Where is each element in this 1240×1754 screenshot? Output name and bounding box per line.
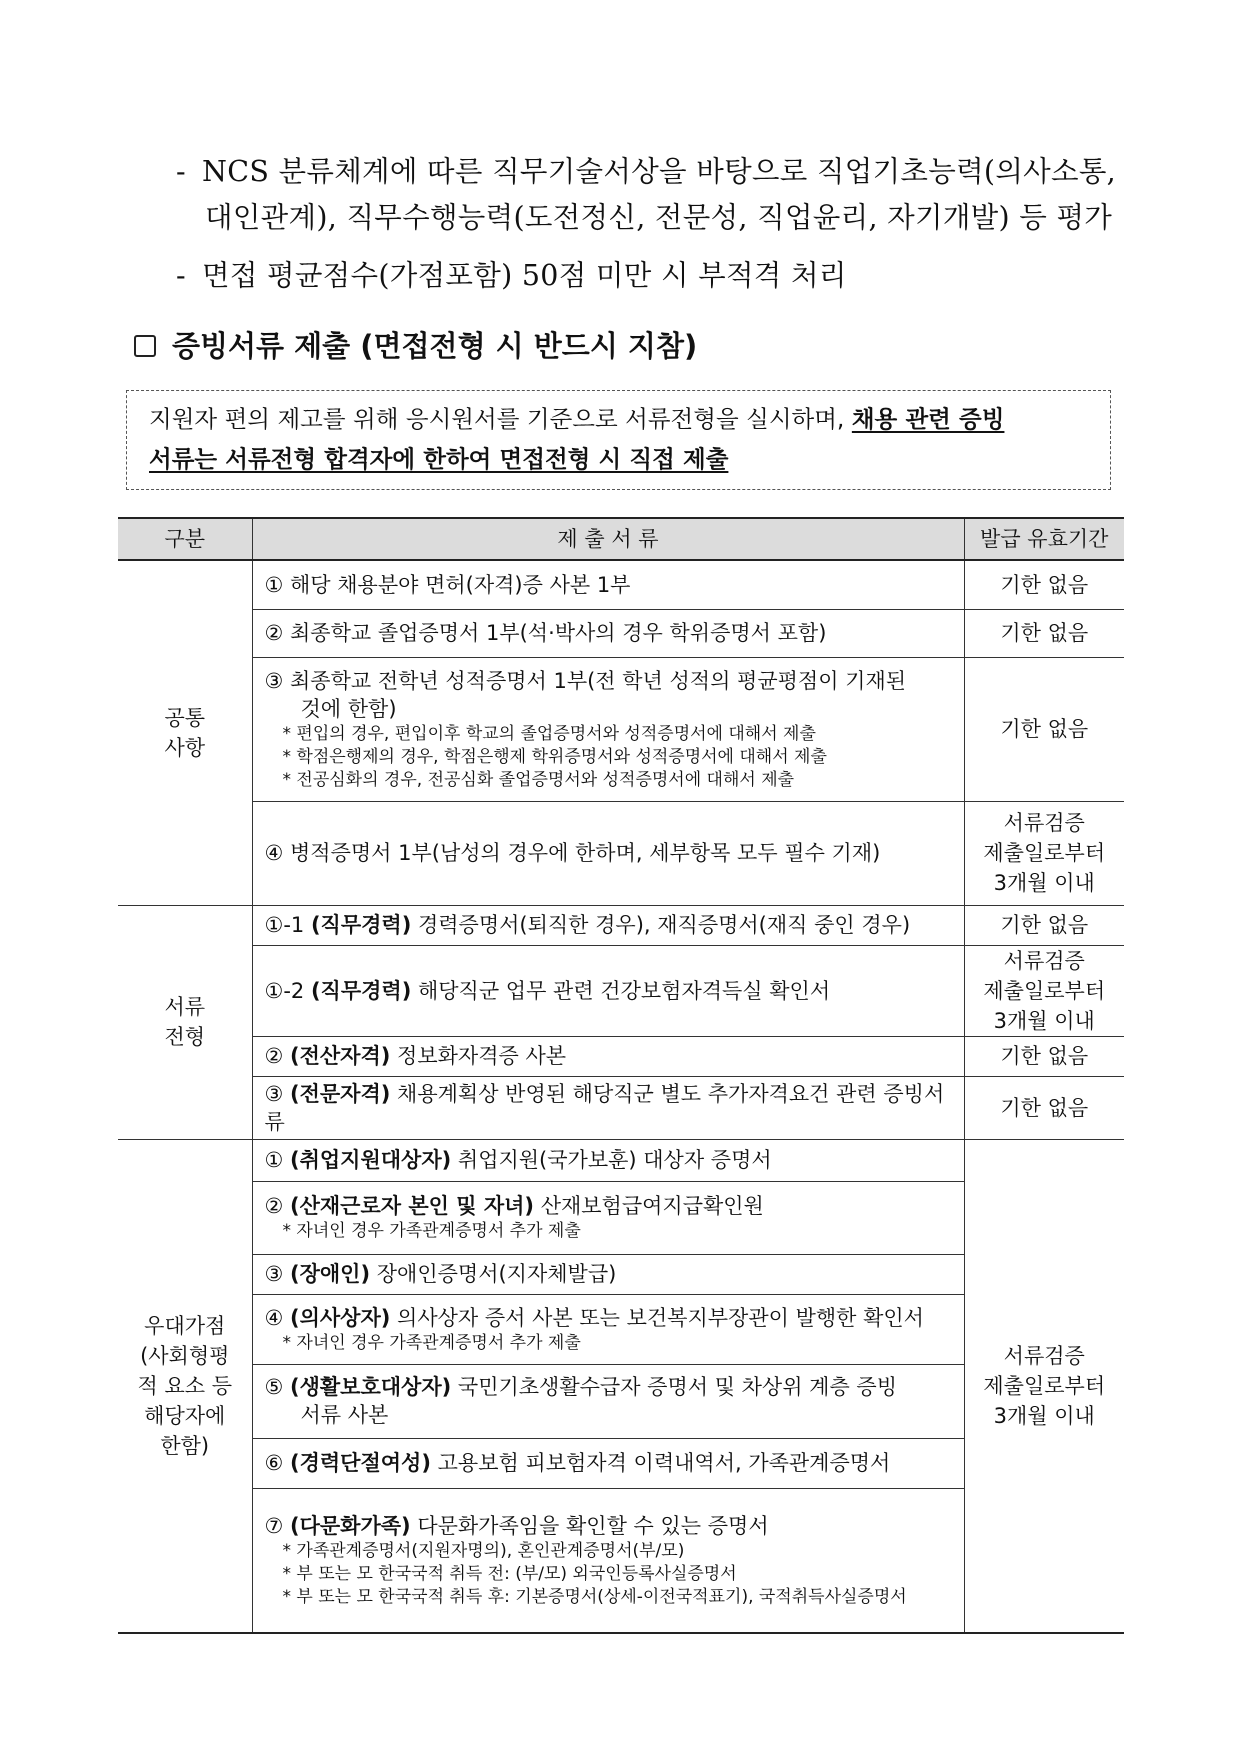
document-type: (다문화가족) — [290, 1513, 411, 1538]
header-validity: 발급 유효기간 — [964, 518, 1124, 560]
document-text: 국민기초생활수급자 증명서 및 차상위 계층 증빙 — [457, 1375, 898, 1399]
validity-cell: 기한 없음 — [964, 560, 1124, 609]
bullet-interview-score — [176, 256, 847, 296]
section-title: 증빙서류 제출 (면접전형 시 반드시 지참) — [172, 329, 698, 363]
item-number: ① — [264, 1148, 284, 1172]
table-row — [118, 609, 1124, 657]
document-text: 것에 한함) — [300, 696, 397, 721]
bullet-text: 대인관계), 직무수행능력(도전정신, 전문성, 직업윤리, 자기개발) 등 평가 — [205, 201, 1113, 234]
category-label: 공통 — [164, 705, 206, 730]
item-number: ⑤ — [264, 1375, 284, 1399]
document-type: (장애인) — [290, 1262, 371, 1286]
validity-cell: 기한 없음 — [964, 1076, 1124, 1139]
category-document-screening — [118, 905, 252, 1139]
document-type: (의사상자) — [290, 1305, 391, 1330]
document-note: * 자녀인 경우 가족관계증명서 추가 제출 — [282, 1221, 581, 1241]
documents-table — [118, 517, 1124, 1634]
document-cell — [252, 657, 964, 801]
document-text: 채용계획상 반영된 해당직군 별도 추가자격요건 관련 증빙서류 — [264, 1081, 945, 1134]
category-label: 서류 — [164, 995, 206, 1019]
document-text: 취업지원(국가보훈) 대상자 증명서 — [457, 1148, 772, 1172]
checkbox-square-icon — [134, 335, 156, 357]
document-cell — [252, 1254, 964, 1294]
bullet-dash: - — [176, 259, 186, 292]
table-row — [118, 905, 1124, 945]
document-text: 고용보험 피보험자격 이력내역서, 가족관계증명서 — [437, 1451, 891, 1475]
notice-text: 지원자 편의 제고를 위해 응시원서를 기준으로 서류전형을 실시하며, — [149, 405, 852, 433]
table-row — [118, 1139, 1124, 1181]
item-number: ① — [264, 572, 284, 597]
document-note: * 자녀인 경우 가족관계증명서 추가 제출 — [282, 1332, 581, 1353]
table-row — [118, 657, 1124, 801]
document-type: (산재근로자 본인 및 자녀) — [290, 1194, 535, 1218]
document-text: 장애인증명서(지자체발급) — [376, 1262, 617, 1286]
item-number: ② — [264, 621, 284, 645]
bullet-continuation — [205, 198, 1112, 238]
category-label: 적 요소 등 — [137, 1373, 232, 1398]
table-header-row — [118, 518, 1124, 560]
validity-cell: 기한 없음 — [964, 1036, 1124, 1076]
document-cell — [252, 560, 964, 609]
document-cell — [252, 1294, 964, 1364]
document-note: * 부 또는 모 한국국적 취득 전: (부/모) 외국인등록사실증명서 — [282, 1563, 737, 1584]
item-number: ①-2 — [264, 978, 305, 1003]
category-common — [118, 560, 252, 905]
validity-cell — [964, 801, 1124, 905]
category-label: 사항 — [164, 735, 206, 760]
document-text: 서류 사본 — [300, 1403, 389, 1427]
validity-text: 서류검증 — [1003, 811, 1085, 835]
validity-text: 3개월 이내 — [993, 1008, 1095, 1033]
validity-text: 제출일로부터 — [983, 841, 1106, 865]
document-note: * 전공심화의 경우, 전공심화 졸업증명서와 성적증명서에 대해서 제출 — [282, 769, 795, 790]
document-cell — [252, 609, 964, 657]
document-text: 다문화가족임을 확인할 수 있는 증명서 — [417, 1513, 769, 1538]
validity-cell — [964, 1139, 1124, 1633]
validity-cell: 기한 없음 — [964, 609, 1124, 657]
bullet-text: 면접 평균점수(가점포함) 50점 미만 시 부적격 처리 — [202, 259, 847, 292]
document-type: (직무경력) — [310, 978, 412, 1003]
validity-cell: 기한 없음 — [964, 905, 1124, 945]
validity-cell: 기한 없음 — [964, 657, 1124, 801]
bullet-text: NCS 분류체계에 따른 직무기술서상을 바탕으로 직업기초능력(의사소통, — [202, 155, 1117, 188]
category-label: (사회형평 — [140, 1343, 230, 1368]
document-cell — [252, 1438, 964, 1488]
notice-emphasis: 서류는 서류전형 합격자에 한하여 면접전형 시 직접 제출 — [149, 445, 729, 473]
document-text: 병적증명서 1부(남성의 경우에 한하며, 세부항목 모두 필수 기재) — [290, 841, 881, 865]
document-type: (전문자격) — [290, 1081, 391, 1106]
item-number: ③ — [264, 1081, 284, 1106]
document-type: (생활보호대상자) — [290, 1375, 452, 1399]
document-type: (경력단절여성) — [290, 1451, 431, 1475]
item-number: ④ — [264, 841, 284, 865]
category-label: 우대가점 — [144, 1313, 226, 1338]
document-note: * 학점은행제의 경우, 학점은행제 학위증명서와 성적증명서에 대해서 제출 — [282, 746, 827, 767]
document-cell — [252, 1139, 964, 1181]
validity-text: 서류검증 — [1003, 948, 1085, 973]
document-cell — [252, 1364, 964, 1438]
bullet-dash: - — [176, 155, 186, 188]
section-heading — [134, 326, 697, 366]
notice-emphasis: 채용 관련 증빙 — [851, 405, 1005, 433]
document-type: (직무경력) — [310, 913, 412, 937]
document-cell — [252, 905, 964, 945]
item-number: ② — [264, 1044, 284, 1068]
document-text: 해당 채용분야 면허(자격)증 사본 1부 — [290, 572, 631, 597]
document-note: * 부 또는 모 한국국적 취득 후: 기본증명서(상세-이전국적표기), 국적취득사실증명서 — [282, 1586, 907, 1607]
item-number: ③ — [264, 1262, 284, 1286]
notice-box — [126, 390, 1111, 490]
validity-text: 3개월 이내 — [993, 871, 1095, 895]
document-text: 정보화자격증 사본 — [397, 1044, 567, 1068]
validity-text: 제출일로부터 — [983, 1373, 1106, 1398]
validity-text: 서류검증 — [1003, 1343, 1085, 1368]
document-note: * 가족관계증명서(지원자명의), 혼인관계증명서(부/모) — [282, 1540, 685, 1561]
item-number: ② — [264, 1194, 284, 1218]
document-type: (전산자격) — [290, 1044, 391, 1068]
document-cell — [252, 1076, 964, 1139]
document-note: * 편입의 경우, 편입이후 학교의 졸업증명서와 성적증명서에 대해서 제출 — [282, 723, 816, 744]
item-number: ①-1 — [264, 913, 305, 937]
document-text: 산재보험급여지급확인원 — [540, 1194, 764, 1218]
validity-cell — [964, 945, 1124, 1036]
item-number: ④ — [264, 1305, 284, 1330]
document-cell — [252, 1036, 964, 1076]
category-label: 해당자에 — [144, 1403, 226, 1428]
table-row — [118, 560, 1124, 609]
document-text: 의사상자 증서 사본 또는 보건복지부장관이 발행한 확인서 — [397, 1305, 924, 1330]
table-row — [118, 1076, 1124, 1139]
document-type: (취업지원대상자) — [290, 1148, 452, 1172]
document-text: 경력증명서(퇴직한 경우), 재직증명서(재직 중인 경우) — [417, 913, 911, 937]
table-row — [118, 801, 1124, 905]
table-row — [118, 945, 1124, 1036]
validity-text: 제출일로부터 — [983, 978, 1106, 1003]
category-label: 전형 — [164, 1025, 206, 1049]
document-cell — [252, 1488, 964, 1633]
table-row — [118, 1036, 1124, 1076]
validity-text: 3개월 이내 — [993, 1403, 1095, 1428]
document-text: 최종학교 전학년 성적증명서 1부(전 학년 성적의 평균평점이 기재된 — [290, 668, 907, 693]
header-documents: 제 출 서 류 — [252, 518, 964, 560]
category-label: 한함) — [160, 1433, 210, 1458]
document-cell — [252, 945, 964, 1036]
item-number: ⑦ — [264, 1513, 284, 1538]
document-text: 최종학교 졸업증명서 1부(석·박사의 경우 학위증명서 포함) — [290, 621, 827, 645]
document-cell — [252, 801, 964, 905]
item-number: ⑥ — [264, 1451, 284, 1475]
header-category: 구분 — [118, 518, 252, 560]
category-bonus-points — [118, 1139, 252, 1633]
document-text: 해당직군 업무 관련 건강보험자격득실 확인서 — [417, 978, 831, 1003]
document-cell — [252, 1181, 964, 1254]
bullet-ncs-evaluation — [176, 152, 1116, 192]
item-number: ③ — [264, 668, 284, 693]
